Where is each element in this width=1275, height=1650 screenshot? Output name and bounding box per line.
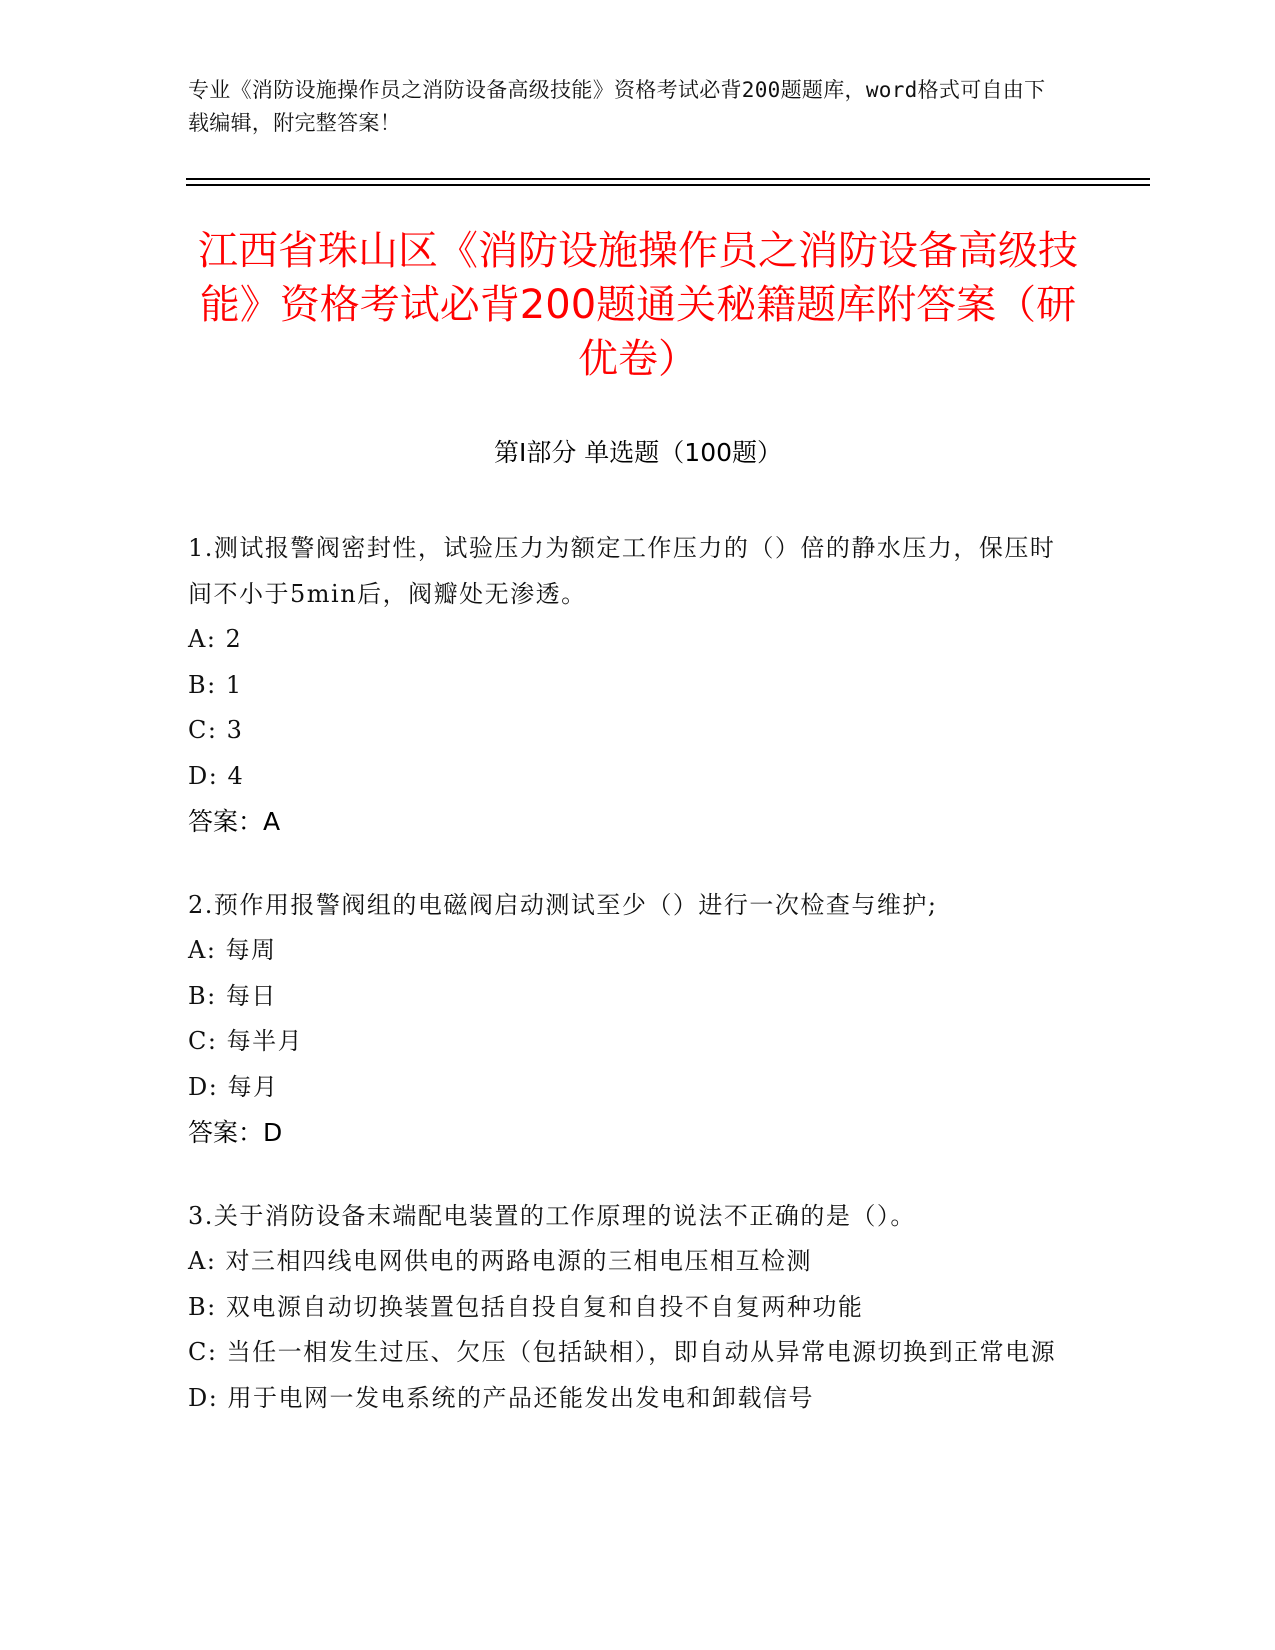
option-d: D: 用于电网一发电系统的产品还能发出发电和卸载信号: [188, 1383, 814, 1412]
answer: 答案：D: [188, 1118, 283, 1147]
question-stem: 2.预作用报警阀组的电磁阀启动测试至少（）进行一次检查与维护;: [188, 890, 938, 919]
answer: 答案：A: [188, 807, 281, 836]
option-b: B: 双电源自动切换装置包括自投自复和自投不自复两种功能: [188, 1292, 864, 1321]
question-3: [188, 1194, 1078, 1422]
option-a: A: 每周: [188, 936, 277, 964]
question-stem: 3.关于消防设备末端配电装置的工作原理的说法不正确的是（）。: [188, 1201, 916, 1230]
header-note: 专业《消防设施操作员之消防设备高级技能》资格考试必背200题题库，word格式可自由下载编辑，附完整答案！: [188, 78, 1046, 135]
option-a: A: 2: [188, 625, 243, 653]
option-d: D: 每月: [188, 1072, 279, 1101]
option-d: D: 4: [188, 761, 245, 790]
question-stem: 1.测试报警阀密封性，试验压力为额定工作压力的（）倍的静水压力，保压时间不小于5min后，阀瓣处无渗透。: [188, 534, 1056, 608]
option-b: B: 每日: [188, 981, 277, 1010]
question-2: [188, 883, 1078, 1156]
section-title: 第Ⅰ部分 单选题（100题）: [493, 438, 783, 467]
option-c: C: 当任一相发生过压、欠压（包括缺相），即自动从异常电源切换到正常电源: [188, 1338, 1057, 1366]
question-1: [188, 526, 1078, 845]
document-title: 江西省珠山区《消防设施操作员之消防设备高级技能》资格考试必背200题通关秘籍题库附答案（研优卷）: [198, 228, 1078, 382]
option-a: A: 对三相四线电网供电的两路电源的三相电压相互检测: [188, 1247, 813, 1275]
option-c: C: 每半月: [188, 1027, 304, 1055]
option-b: B: 1: [188, 670, 243, 699]
question-list: [188, 526, 1078, 1459]
header-divider-top: [186, 178, 1150, 180]
option-c: C: 3: [188, 716, 244, 744]
header-divider-bottom: [186, 184, 1150, 186]
